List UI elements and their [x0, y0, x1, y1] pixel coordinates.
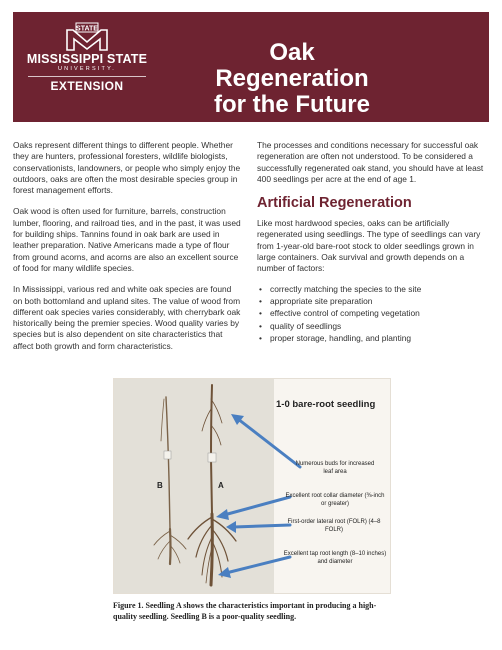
paragraph-oak-wood-uses: Oak wood is often used for furniture, barrels, construction lumber, flooring, and railroad ties, and in the past, it was used for building ships. Tannins found in oak bark are used in leather preparation. Native Americans made a type of flour from ground acorns, and acorns are also an excellent source of food for many wildlife species. [13, 206, 241, 273]
right-column [257, 140, 489, 345]
annotation-lateral-root: First-order lateral root (FOLR) (4–8 FOLR) [287, 519, 381, 533]
logo-mark-text: STATE [76, 25, 98, 33]
title-line-1: Oak Regeneration [215, 39, 369, 92]
arrow-tap-root [226, 557, 290, 573]
annotation-buds: Numerous buds for increased leaf area [295, 461, 375, 475]
seedling-b-label: B [157, 481, 163, 490]
arrow-root-collar [224, 497, 290, 515]
document-title [212, 40, 372, 118]
msu-m-logo-icon [65, 22, 109, 52]
section-heading-artificial-regeneration: Artificial Regeneration [257, 195, 412, 212]
annotation-root-collar: Excellent root collar diameter (⅜-inch or greater) [285, 493, 385, 507]
figure-caption: Figure 1. Seedling A shows the characteristics important in producing a high-quality seedling. Seedling B is a poor-quality seedling. [113, 601, 377, 621]
arrow-lateral-root [234, 525, 290, 527]
arrow-buds [238, 419, 300, 467]
university-name: MISSISSIPPI STATE [26, 52, 148, 66]
list-item: • effective control of competing vegetation [257, 307, 489, 319]
list-item: • proper storage, handling, and planting [257, 332, 489, 344]
list-item: • quality of seedlings [257, 320, 489, 332]
paragraph-mississippi-oaks: In Mississippi, various red and white oak species are found on both bottomland and upland sites. The value of wood from different oak species varies considerably, with cherrybark oak historically being the premier species. Wood quality varies by species but is also dependent on site characteristics that affect both growth and form characteristics. [13, 284, 241, 351]
list-item: • correctly matching the species to the site [257, 283, 489, 295]
arrow-head-icon [216, 509, 229, 520]
title-line-2: for the Future [214, 91, 370, 118]
paragraph-artificial-regeneration: Like most hardwood species, oaks can be artificially regenerated using seedlings. The type of seedlings can vary from 1-year-old bare-root stock to older seedlings grown in large containers. Oak survival and growth depends on a number of factors: [257, 218, 481, 274]
arrow-head-icon [218, 567, 231, 578]
university-subtitle: UNIVERSITY. [57, 66, 117, 72]
paragraph-oaks-intro: Oaks represent different things to different people. Whether they are hunters, professional foresters, wildlife biologists, conservationists, landowners, or people who simply enjoy the outdoors, oaks are often the most desirable species group in forest management efforts. [13, 140, 241, 196]
seedling-a-illustration [188, 385, 236, 585]
figure-heading: 1-0 bare-root seedling [276, 399, 376, 410]
extension-label: EXTENSION [50, 79, 124, 93]
seedling-figure [113, 378, 391, 594]
factors-list [257, 283, 489, 345]
logo-divider [28, 76, 146, 77]
seedling-a-label: A [218, 481, 224, 490]
paragraph-regeneration-intro: The processes and conditions necessary for successful oak regeneration are often not understood. To be considered a successfully regenerated oak stand, you should have at least 400 seedlings per acre at the end of age 1. [257, 140, 484, 184]
list-item: • appropriate site preparation [257, 295, 489, 307]
left-column [13, 140, 241, 362]
annotation-tap-root: Excellent tap root length (8–10 inches) and diameter [283, 551, 387, 565]
msu-extension-logo [22, 22, 152, 108]
